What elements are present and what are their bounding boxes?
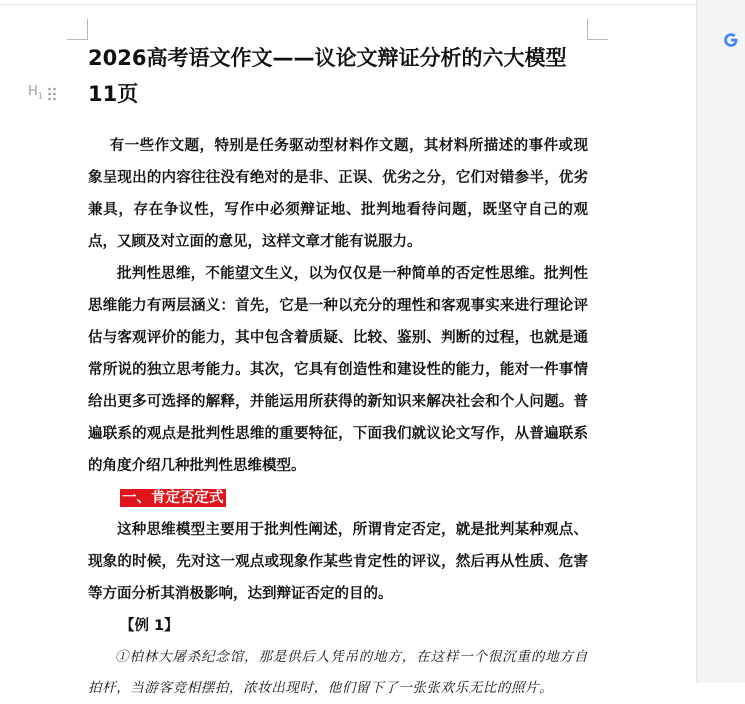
- block-toolbar[interactable]: [28, 83, 57, 102]
- example-quote: ①柏林大屠杀纪念馆，那是供后人凭吊的地方，在这样一个很沉重的地方自拍杆，当游客竞相摆拍，浓妆出现时，他们留下了一张张欢乐无比的照片。: [88, 649, 588, 696]
- section-heading: 一、肯定否定式: [122, 490, 224, 506]
- google-g-icon[interactable]: [719, 28, 743, 52]
- document-title: 2026高考语文作文——议论文辩证分析的六大模型 11页: [88, 46, 567, 106]
- page-corner-mark-top-right: [587, 19, 608, 40]
- page-corner-mark-top-left: [67, 19, 88, 40]
- side-panel: [696, 0, 745, 683]
- drag-handle-icon[interactable]: [47, 87, 57, 101]
- paragraph-intro: 有一些作文题，特别是任务驱动型材料作文题，其材料所描述的事件或现象呈现出的内容往往没有绝对的是非、正误、优劣之分，它们对错参半，优劣兼具，存在争议性，写作中必须辩证地、批判地看待问题，既坚守自己的观点，又顾及对立面的意见，这样文章才能有说服力。: [88, 138, 588, 250]
- top-divider: [0, 4, 696, 5]
- example-label: 【例 1】: [120, 618, 179, 634]
- paragraph-critical-thinking: 批判性思维，不能望文生义，以为仅仅是一种简单的否定性思维。批判性思维能力有两层涵义：首先，它是一种以充分的理性和客观事实来进行理论评估与客观评价的能力，其中包含着质疑、比较、鉴别、判断的过程，也就是通常所说的独立思考能力。其次，它具有创造性和建设性的能力，能对一件事情给出更多可选择的解释，并能运用所获得的新知识来解决社会和个人问题。普遍联系的观点是批判性思维的重要特征，下面我们就议论文写作，从普遍联系的角度介绍几种批判性思维模型。: [88, 266, 588, 474]
- paragraph-section-explanation: 这种思维模型主要用于批判性阐述，所谓肯定否定，就是批判某种观点、现象的时候，先对这一观点或现象作某些肯定性的评议，然后再从性质、危害等方面分析其消极影响，达到辩证否定的目的。: [88, 522, 588, 602]
- heading-icon[interactable]: $H_1$: [28, 83, 43, 101]
- document-body[interactable]: [88, 40, 588, 704]
- section-heading-row: [88, 482, 588, 514]
